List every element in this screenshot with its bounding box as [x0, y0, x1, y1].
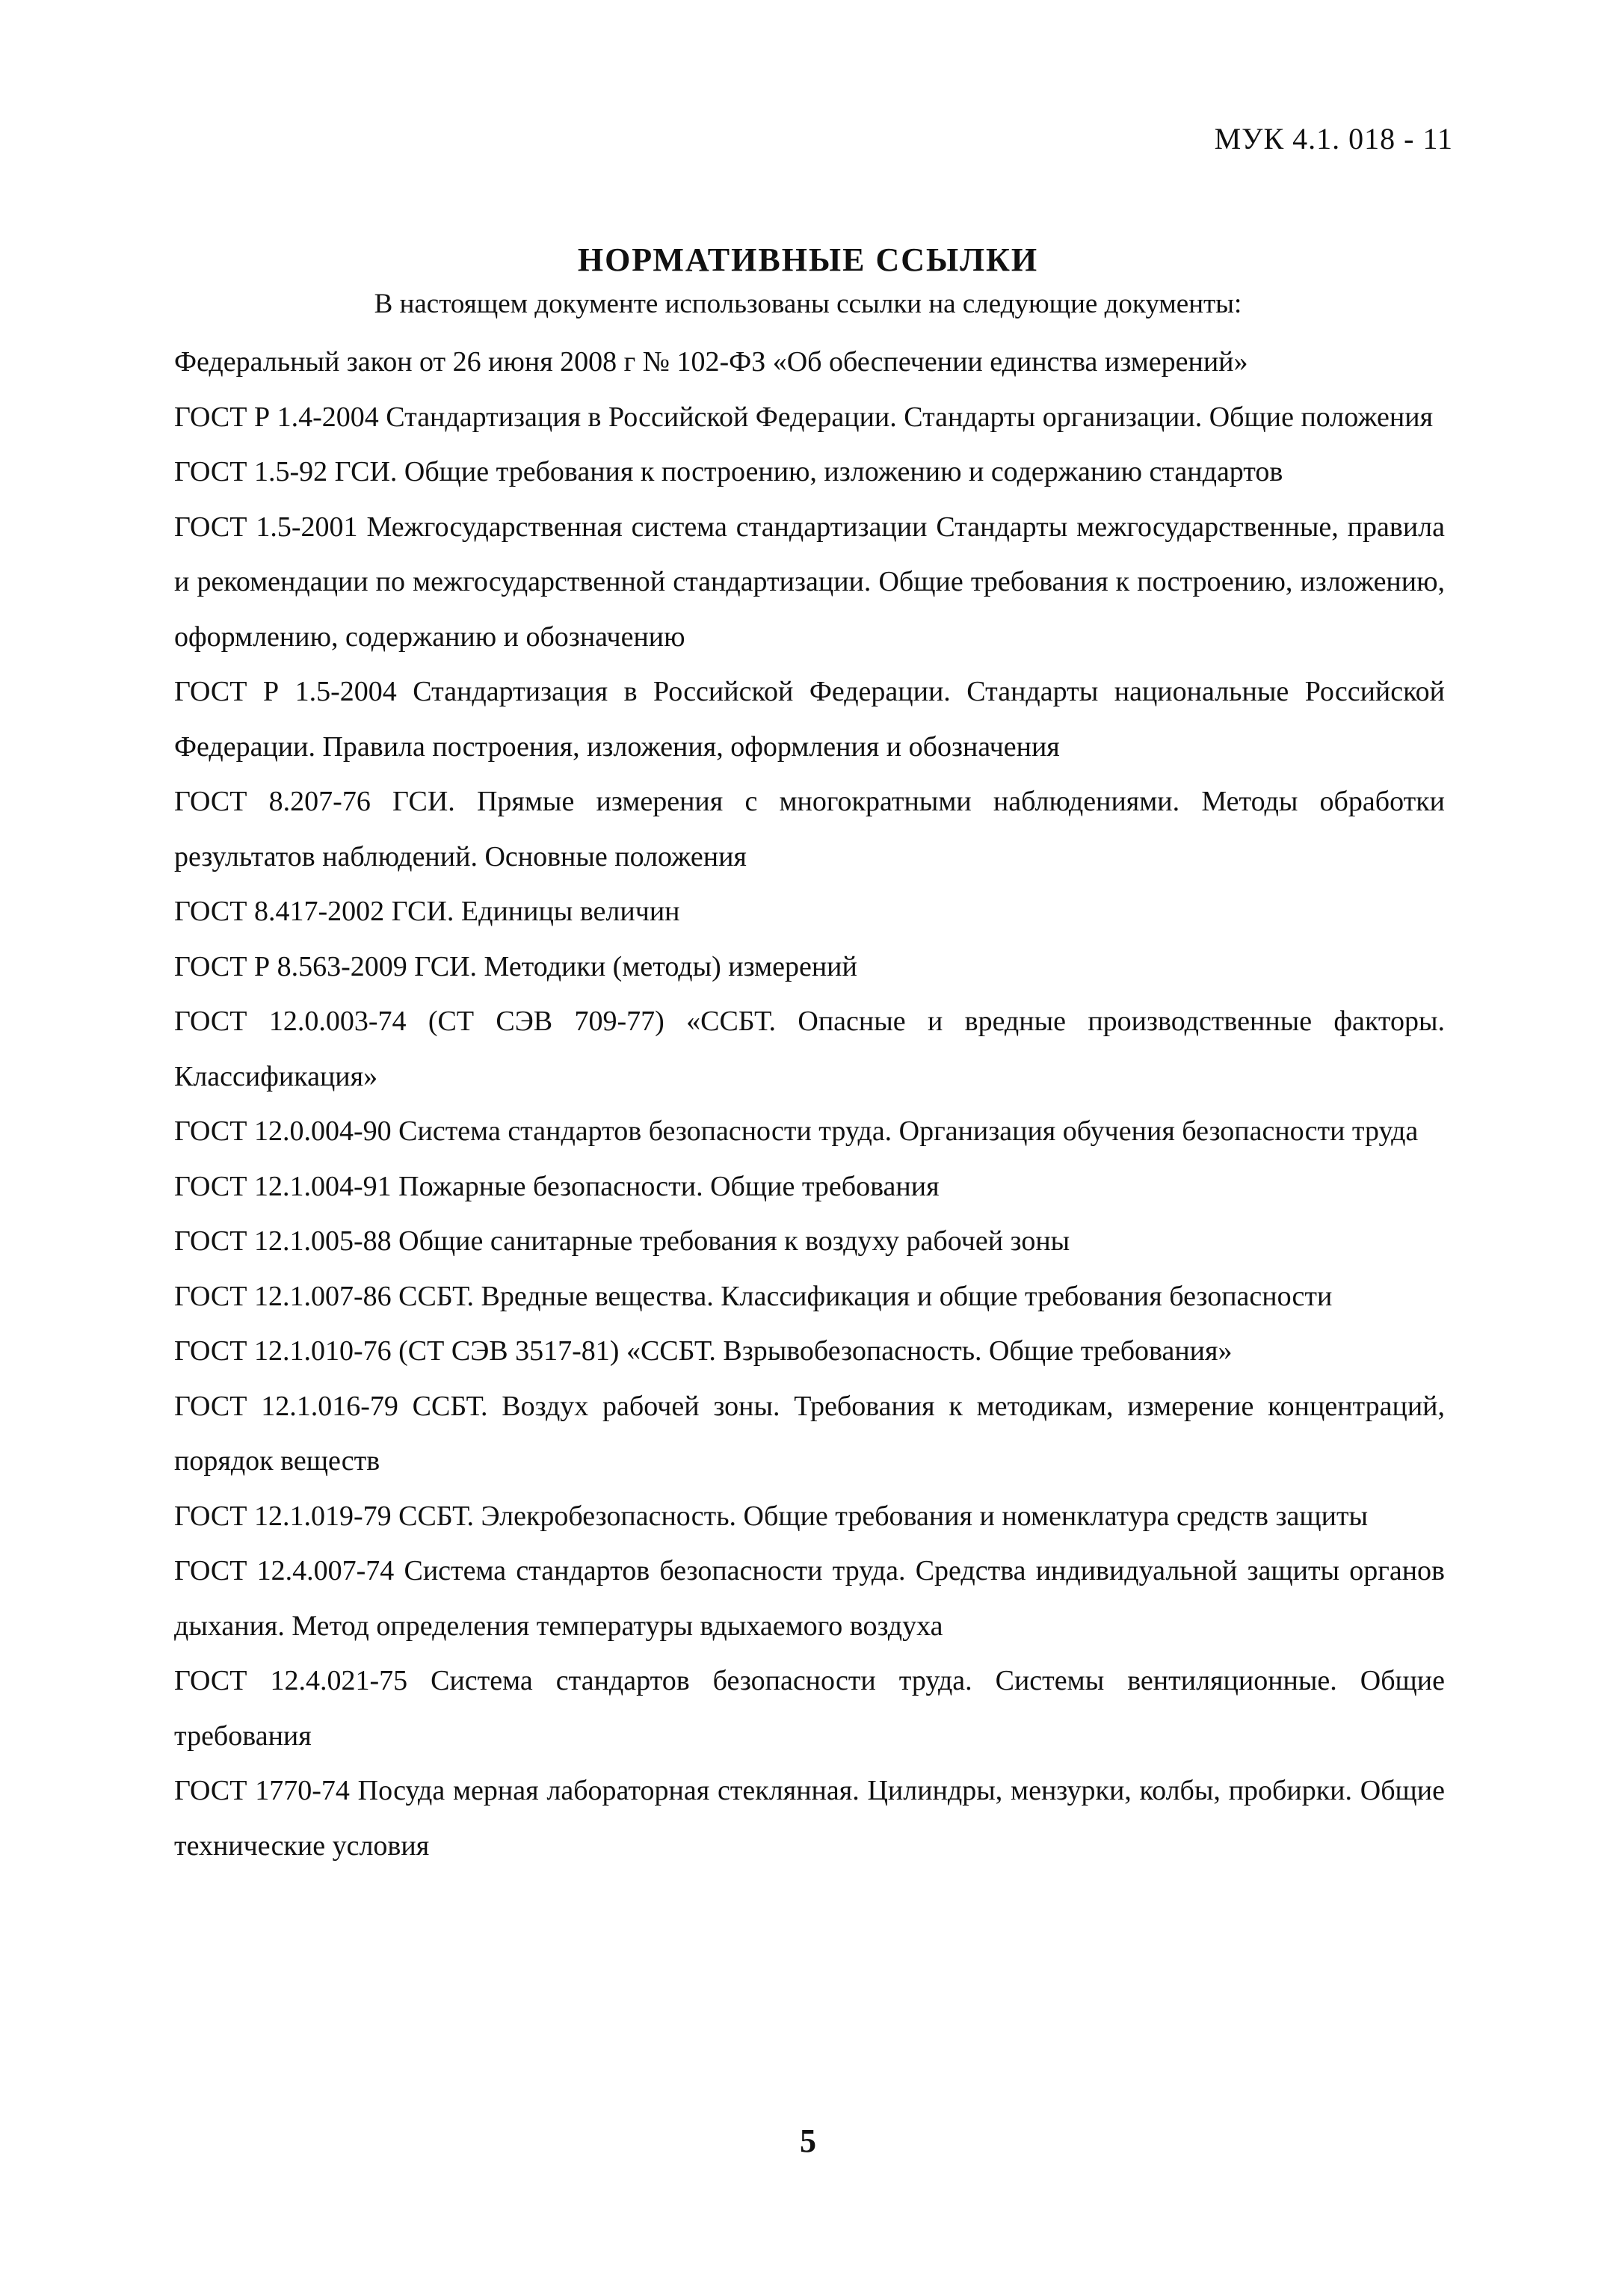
reference-item: ГОСТ 12.4.021-75 Система стандартов безопасности труда. Системы вентиляционные. Общие требования: [174, 1665, 1445, 1752]
section-intro: В настоящем документе использованы ссылки на следующие документы:: [374, 289, 1242, 319]
reference-item: ГОСТ 8.207-76 ГСИ. Прямые измерения с многократными наблюдениями. Методы обработки результатов наблюдений. Основные положения: [174, 786, 1445, 872]
reference-item: Федеральный закон от 26 июня 2008 г № 102-ФЗ «Об обеспечении единства измерений»: [174, 346, 1248, 378]
page-number: 5: [800, 2123, 816, 2159]
reference-item: ГОСТ 12.0.003-74 (СТ СЭВ 709-77) «ССБТ. Опасные и вредные производственные факторы. Классификация»: [174, 1006, 1445, 1092]
reference-item: ГОСТ 12.1.010-76 (СТ СЭВ 3517-81) «ССБТ. Взрывобезопасность. Общие требования»: [174, 1335, 1233, 1367]
document-code: МУК 4.1. 018 - 11: [1214, 122, 1453, 156]
reference-item: ГОСТ 1.5-2001 Межгосударственная система стандартизации Стандарты межгосударственные, правила и рекомендации по межгосударственной стандартизации. Общие требования к построению, изложению, оформлению, содержанию и обозначению: [174, 511, 1445, 653]
reference-item: ГОСТ Р 1.4-2004 Стандартизация в Российской Федерации. Стандарты организации. Общие положения: [174, 401, 1434, 433]
reference-item: ГОСТ 12.1.019-79 ССБТ. Элекробезопасность. Общие требования и номенклатура средств защиты: [174, 1500, 1369, 1532]
references-list: [174, 335, 1445, 1874]
reference-item: ГОСТ Р 8.563-2009 ГСИ. Методики (методы) измерений: [174, 950, 857, 982]
reference-item: ГОСТ 12.1.007-86 ССБТ. Вредные вещества. Классификация и общие требования безопасности: [174, 1280, 1333, 1312]
reference-item: ГОСТ 12.1.005-88 Общие санитарные требования к воздуху рабочей зоны: [174, 1225, 1070, 1257]
reference-item: ГОСТ 12.1.004-91 Пожарные безопасности. Общие требования: [174, 1170, 940, 1202]
reference-item: ГОСТ 12.0.004-90 Система стандартов безопасности труда. Организация обучения безопасности труда: [174, 1115, 1419, 1147]
reference-item: ГОСТ 12.4.007-74 Система стандартов безопасности труда. Средства индивидуальной защиты органов дыхания. Метод определения температуры вдыхаемого воздуха: [174, 1555, 1445, 1642]
reference-item: ГОСТ 1770-74 Посуда мерная лабораторная стеклянная. Цилиндры, мензурки, колбы, пробирки. Общие технические условия: [174, 1775, 1445, 1862]
reference-item: ГОСТ Р 1.5-2004 Стандартизация в Российской Федерации. Стандарты национальные Российской Федерации. Правила построения, изложения, оформления и обозначения: [174, 676, 1445, 763]
reference-item: ГОСТ 8.417-2002 ГСИ. Единицы величин: [174, 896, 680, 927]
reference-item: ГОСТ 1.5-92 ГСИ. Общие требования к построению, изложению и содержанию стандартов: [174, 456, 1283, 487]
section-title: НОРМАТИВНЫЕ ССЫЛКИ: [577, 241, 1039, 278]
reference-item: ГОСТ 12.1.016-79 ССБТ. Воздух рабочей зоны. Требования к методикам, измерение концентраций, порядок веществ: [174, 1390, 1445, 1477]
